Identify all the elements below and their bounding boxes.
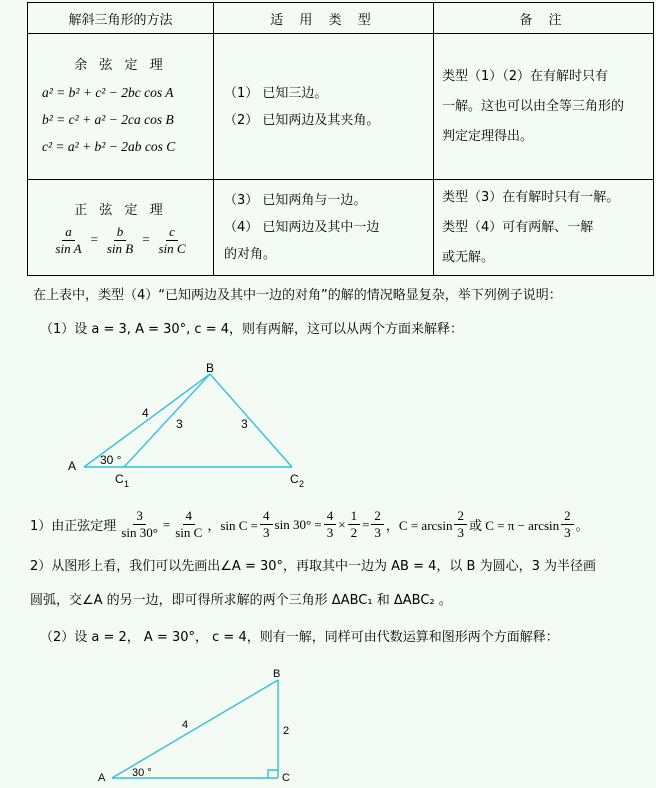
- sol1-frac-2: $\frac{4}{\text{sin C}}$: [175, 508, 203, 540]
- fig1-label-c2: C: [290, 472, 299, 486]
- solution-1-line: 1）由正弦定理 $\frac{3}{\sin 30^\circ}$ = $\frac{4}{\text{sin C}}$ ，sin C = $\frac{4}{3}$ sin 30° = $\frac{4}{3}$ × $\frac{1}{2}$ = $\frac{2}{3}$ ，C = arcsin $\frac{2}{3}$ 或 C = π − arcsin $\frac{2}{3}$ 。: [30, 508, 589, 540]
- case-1: （1） 已知三边。: [224, 85, 328, 101]
- note-1-line2: 一解。这也可以由全等三角形的: [442, 98, 625, 114]
- header-method: 解斜三角形的方法: [28, 3, 214, 34]
- sol1-frac-7: $\frac{2}{3}$: [454, 508, 467, 541]
- case-3: （3） 已知两角与一边。: [224, 193, 367, 208]
- fig1-length-bc1: 3: [176, 417, 183, 431]
- fig1-label-c1-sub: 1: [124, 479, 130, 489]
- fig1-label-c1: C: [115, 472, 124, 486]
- note-2-line2: 类型（4）可有两解、一解: [442, 219, 594, 235]
- fig1-angle-label: 30 °: [100, 453, 122, 467]
- sine-law-cell: [28, 180, 214, 276]
- note-2-line3: 或无解。: [442, 249, 495, 265]
- example-1-text: （1）设 a = 3, A = 30°, c = 4，则有两解，这可以从两个方面来解释：: [40, 322, 463, 337]
- fig1-side-bc2: [210, 374, 292, 467]
- sol1-frac-3: $\frac{4}{3}$: [260, 508, 273, 541]
- sol1-prefix: 1）由正弦定理: [30, 519, 117, 534]
- sol1-frac-1: $\frac{3}{\sin 30^\circ}$: [121, 508, 158, 540]
- cosine-cases-cell: [214, 34, 434, 180]
- solution-2-line2: 圆弧，交∠A 的另一边，即可得所求解的两个三角形 ΔABC₁ 和 ΔABC₂ 。: [30, 593, 452, 608]
- cosine-formula-a: a² = b² + c² − 2bc cos A: [42, 84, 174, 100]
- cosine-formula-b: b² = c² + a² − 2ca cos B: [42, 111, 174, 127]
- note-1-line3: 判定定理得出。: [442, 128, 534, 144]
- sine-cases-cell: [214, 180, 434, 276]
- fig2-label-a: A: [98, 772, 106, 784]
- cosine-law-title: 余 弦 定 理: [74, 57, 167, 73]
- fig2-right-angle-mark: [268, 770, 278, 778]
- case-4-cont: 的对角。: [224, 247, 277, 262]
- sine-law-title: 正 弦 定 理: [74, 202, 167, 218]
- sine-note-cell: [434, 180, 654, 276]
- example-2-text: （2）设 a = 2， A = 30°， c = 4，则有一解，同样可由代数运算和图形两个方面解释：: [40, 630, 559, 645]
- sol1-frac-6: $\frac{2}{3}$: [371, 508, 384, 541]
- fig2-label-c: C: [282, 772, 290, 784]
- fig2-length-ab: 4: [182, 719, 189, 731]
- cosine-note-cell: [434, 34, 654, 180]
- fig1-length-bc2: 3: [241, 417, 248, 431]
- fig2-label-b: B: [273, 668, 281, 680]
- cosine-formula-c: c² = a² + b² − 2ab cos C: [42, 138, 176, 154]
- solution-2-line1: 2）从图形上看，我们可以先画出∠A = 30°，再取其中一边为 AB = 4，以 B 为圆心，3 为半径画: [30, 559, 596, 574]
- fig1-label-c2-sub: 2: [299, 479, 305, 489]
- figure-1-triangles: [60, 362, 320, 490]
- fig2-angle-label: 30 °: [132, 767, 152, 779]
- fig1-label-b: B: [206, 362, 215, 375]
- fig2-side-ab: [112, 680, 278, 778]
- fig1-side-bc1: [124, 374, 210, 467]
- intro-text: 在上表中，类型（4）“已知两边及其中一边的对角”的解的情况略显复杂，举下列例子说明：: [33, 288, 562, 303]
- figure-2-triangle: [90, 666, 310, 788]
- header-note: 备 注: [434, 3, 654, 34]
- case-2: （2） 已知两边及其夹角。: [224, 112, 380, 128]
- fig1-length-ab: 4: [142, 406, 149, 420]
- sol1-frac-5: $\frac{1}{2}$: [348, 508, 361, 541]
- cosine-law-cell: [28, 34, 214, 180]
- methods-table: [27, 2, 654, 276]
- note-2-line1: 类型（3）在有解时只有一解。: [442, 189, 620, 205]
- fig1-label-a: A: [68, 459, 77, 473]
- fig2-length-bc: 2: [283, 725, 290, 737]
- sol1-frac-4: $\frac{4}{3}$: [324, 508, 337, 541]
- sine-law-formula: $\frac{a}{\text{sin A}}$ = $\frac{b}{\text{sin B}}$ = $\frac{c}{\text{sin C}}$: [55, 223, 186, 256]
- note-1-line1: 类型（1）（2）在有解时只有: [442, 68, 609, 84]
- sol1-frac-8: $\frac{2}{3}$: [561, 508, 574, 541]
- case-4: （4） 已知两边及其中一边: [224, 220, 380, 235]
- header-type: 适 用 类 型: [214, 3, 434, 34]
